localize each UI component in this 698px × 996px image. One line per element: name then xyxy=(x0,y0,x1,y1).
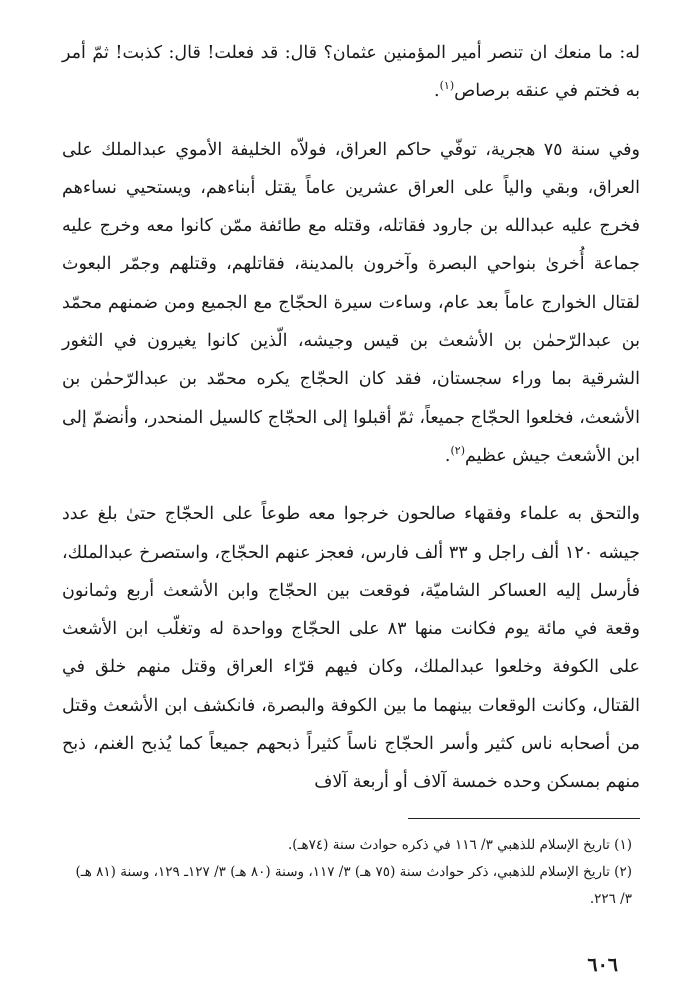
footnote-1: (١) تاريخ الإسلام للذهبي ٣/ ١١٦ في ذكره حوادث سنة (٧٤هـ). xyxy=(288,837,632,853)
paragraph-2: وفي سنة ٧٥ هجرية، توفّي حاكم العراق، فولاّه الخليفة الأموي عبدالملك على العراق، وبقي والياً على العراق عشرين عاماً يقتل أبناءهم، ويستحيي نساءهم فخرج عليه عبدالله بن جارود فقاتله، وقتله مع طائفة ممّن كانوا معه وخرج عليه جماعة أُخرىٰ بنواحي البصرة وآخرون بالمدينة، فقاتلهم، وقتلهم وجمّر البعوث لقتال الخوارج عاماً بعد عام، وساءت سيرة الحجّاج مع الجميع ومن ضمنهم محمّد بن عبدالرّحمٰن بن الأشعث بن قيس وجيشه، الّذين كانوا يغيرون في الثغور الشرقية بما وراء سجستان، فقد كان الحجّاج يكره محمّد بن عبدالرّحمٰن بن الأشعث، فخلعوا الحجّاج جميعاً، ثمّ أقبلوا إلى الحجّاج كالسيل المنحدر، وأنضمّ إلى ابن الأشعث جيش عظيم$^{(٢)}$. xyxy=(62,139,640,466)
footnotes xyxy=(62,832,640,913)
paragraph-1: له: ما منعك ان تنصر أمير المؤمنين عثمان؟ قال: قد فعلت! قال: كذبت! ثمّ أمر به فختم في عنقه برصاص$^{(١)}$. xyxy=(62,43,640,102)
footnote-ref-2[interactable]: (٢) xyxy=(450,444,465,458)
footnote-divider xyxy=(408,818,640,819)
main-text xyxy=(62,34,640,802)
footnote-ref-1[interactable]: (١) xyxy=(439,79,455,93)
paragraph-3: والتحق به علماء وفقهاء صالحون خرجوا معه طوعاً على الحجّاج حتىٰ بلغ عدد جيشه ١٢٠ ألف راجل و ٣٣ ألف فارس، فعجز عنهم الحجّاج، واستصرخ عبدالملك، فأرسل إليه العساكر الشاميّة، فوقعت بين الحجّاج وابن الأشعث أربع وثمانون وقعة في مائة يوم فكانت منها ٨٣ على الحجّاج وواحدة له وتغلّب ابن الأشعث على الكوفة وخلعوا عبدالملك، وكان فيهم قرّاء العراق وقتل منهم خلق في القتال، وكانت الوقعات بينهما ما بين الكوفة والبصرة، فانكشف ابن الأشعث وقتل من أصحابه ناس كثير وأسر الحجّاج ناساً كثيراً ذبحهم جميعاً كما يُذبح الغنم، ذبح منهم بمسكن وحده خمسة آلاف أو أربعة آلاف xyxy=(62,504,641,793)
page-number: ٦٠٦ xyxy=(587,954,618,976)
footnote-2: (٢) تاريخ الإسلام للذهبي، ذكر حوادث سنة (٧٥ هـ) ٣/ ١١٧، وسنة (٨٠ هـ) ٣/ ١٢٧ـ ١٢٩، وسنة (٨١ هـ) ٣/ ٢٢٦. xyxy=(75,864,632,907)
